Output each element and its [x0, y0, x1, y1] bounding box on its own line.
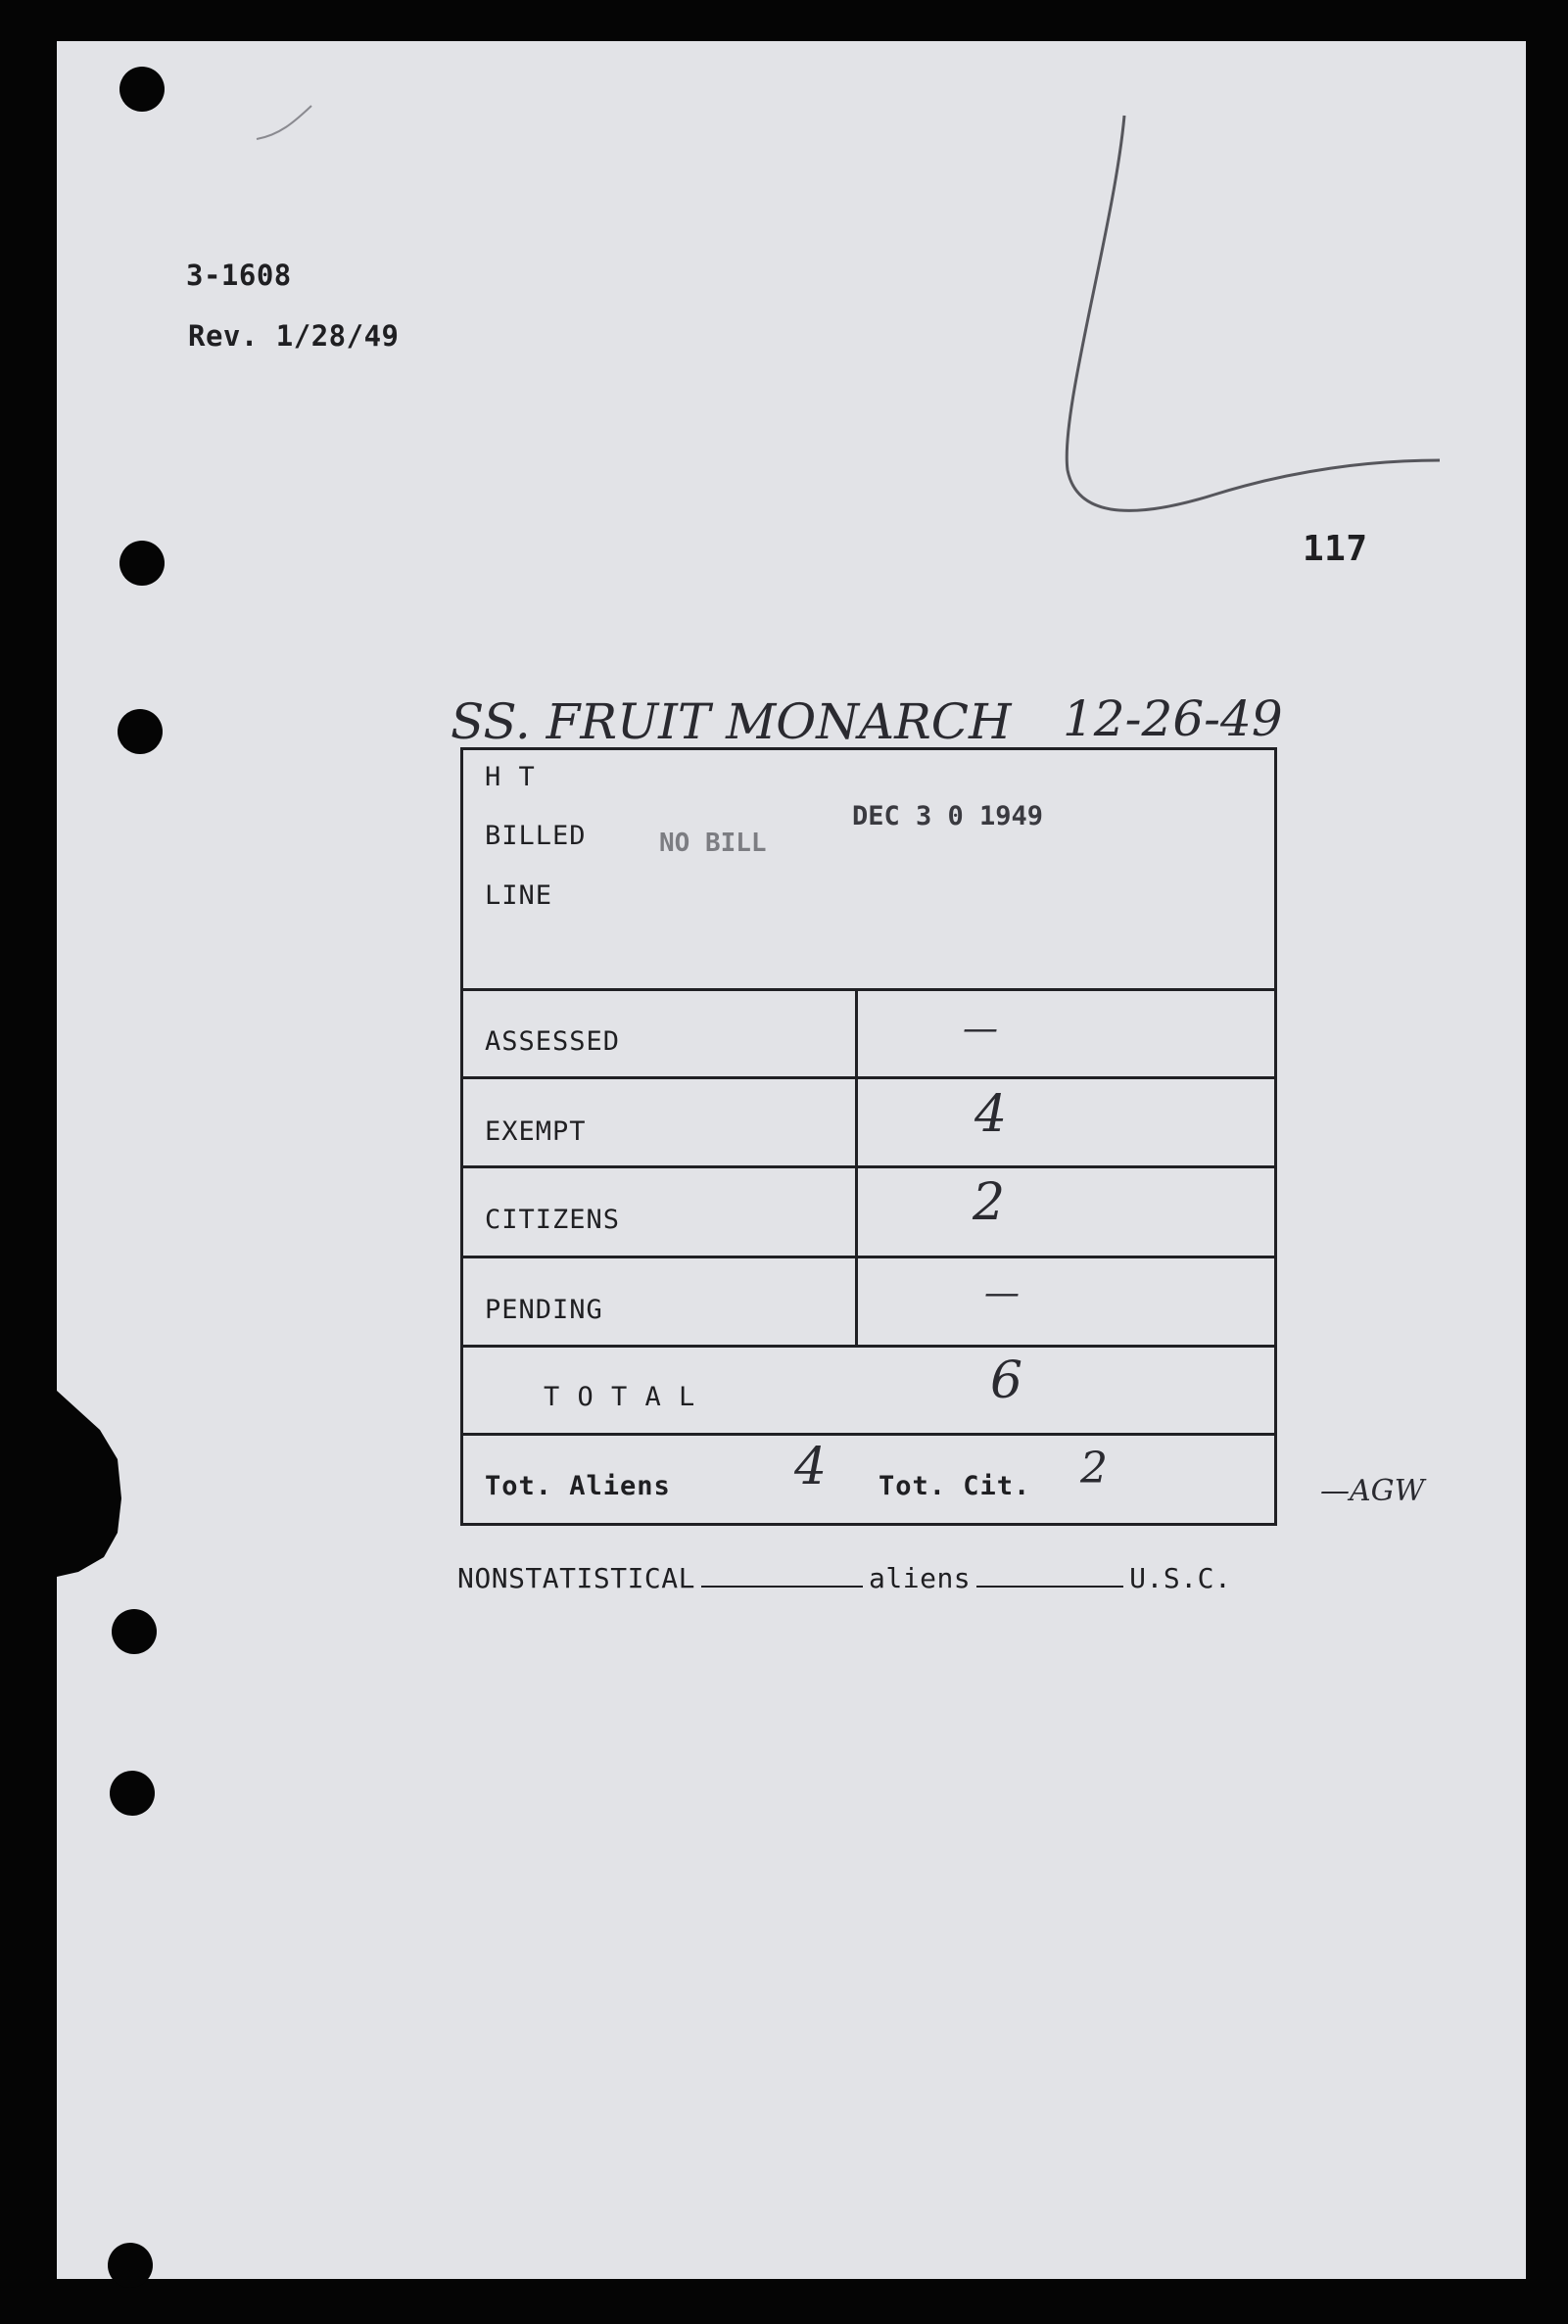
total-citizens-value: 2: [1080, 1444, 1108, 1494]
page-number: 117: [1303, 529, 1368, 569]
total-label: T O T A L: [544, 1382, 696, 1412]
footer-nonstatistical-label: NONSTATISTICAL: [457, 1562, 696, 1594]
blank-line-aliens: [701, 1586, 863, 1588]
total-aliens-label: Tot. Aliens: [485, 1471, 671, 1501]
no-bill-stamp: NO BILL: [659, 829, 767, 858]
footer-aliens-label: aliens: [869, 1562, 972, 1594]
divider: [463, 1076, 1274, 1079]
pencil-check-mark: [0, 0, 1568, 588]
footer-nonstatistical: [457, 1562, 1231, 1594]
label-line: LINE: [485, 880, 553, 911]
label-billed: BILLED: [485, 821, 587, 851]
inspector-initials: —AGW: [1320, 1474, 1425, 1508]
row-value-pending: —: [984, 1273, 1020, 1313]
divider: [463, 988, 1274, 991]
binder-hole: [108, 2243, 153, 2288]
row-label-pending: PENDING: [485, 1295, 603, 1325]
footer-usc-label: U.S.C.: [1129, 1562, 1232, 1594]
binder-hole: [110, 1771, 155, 1816]
divider: [463, 1165, 1274, 1168]
total-value: 6: [990, 1352, 1023, 1410]
torn-edge: [39, 1391, 127, 1587]
total-aliens-value: 4: [794, 1438, 828, 1496]
form-revision: Rev. 1/28/49: [188, 319, 400, 353]
row-value-citizens: 2: [973, 1173, 1006, 1232]
form-number: 3-1608: [186, 259, 292, 292]
binder-hole: [112, 1609, 157, 1654]
row-value-exempt: 4: [974, 1085, 1008, 1144]
divider: [463, 1345, 1274, 1348]
binder-hole: [118, 709, 163, 754]
divider: [463, 1256, 1274, 1258]
row-label-assessed: ASSESSED: [485, 1026, 621, 1057]
arrival-date: 12-26-49: [1063, 690, 1283, 747]
date-stamp: DEC 3 0 1949: [852, 801, 1044, 831]
manifest-tally-form: [460, 747, 1277, 1526]
row-label-exempt: EXEMPT: [485, 1116, 587, 1147]
row-label-citizens: CITIZENS: [485, 1205, 621, 1235]
row-value-assessed: —: [963, 1009, 998, 1049]
label-ht: H T: [485, 762, 536, 792]
blank-line-usc: [976, 1586, 1123, 1588]
total-citizens-label: Tot. Cit.: [879, 1471, 1031, 1501]
divider: [463, 1433, 1274, 1436]
vessel-name: SS. FRUIT MONARCH: [451, 693, 1012, 750]
